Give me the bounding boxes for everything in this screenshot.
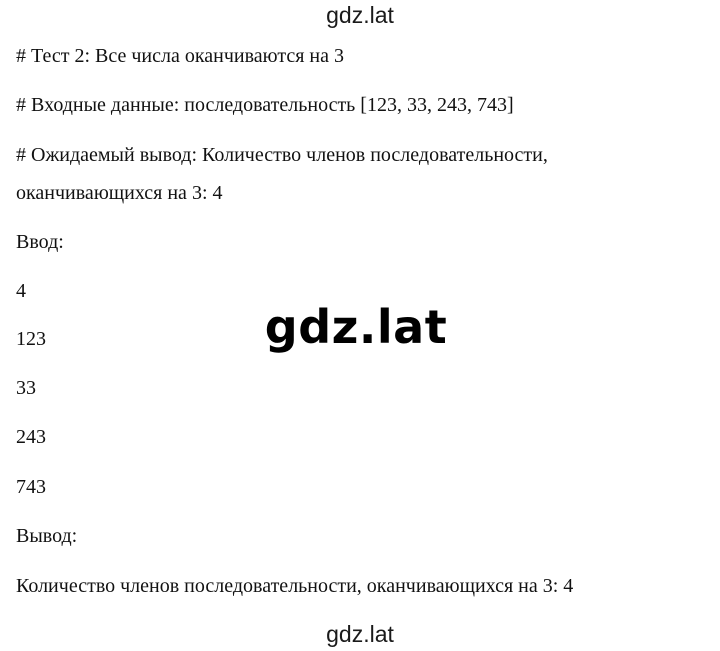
input-label: Ввод: [16, 231, 64, 253]
output-text: Количество членов последовательности, оканчивающихся на 3: 4 [16, 575, 574, 597]
input-value: 243 [16, 426, 46, 448]
watermark-center: gdz.lat [264, 300, 448, 354]
input-value: 743 [16, 476, 46, 498]
input-value: 4 [16, 280, 26, 302]
expected-output-line-2: оканчивающихся на 3: 4 [16, 182, 223, 204]
test-title: # Тест 2: Все числа оканчиваются на 3 [16, 45, 344, 67]
watermark-top: gdz.lat [326, 2, 394, 28]
output-label: Вывод: [16, 525, 78, 547]
input-value: 33 [16, 377, 36, 399]
expected-output-line-1: # Ожидаемый вывод: Количество членов последовательности, [16, 144, 548, 166]
input-description: # Входные данные: последовательность [123, 33, 243, 743] [16, 94, 514, 116]
input-value: 123 [16, 328, 46, 350]
watermark-bottom: gdz.lat [326, 621, 394, 647]
